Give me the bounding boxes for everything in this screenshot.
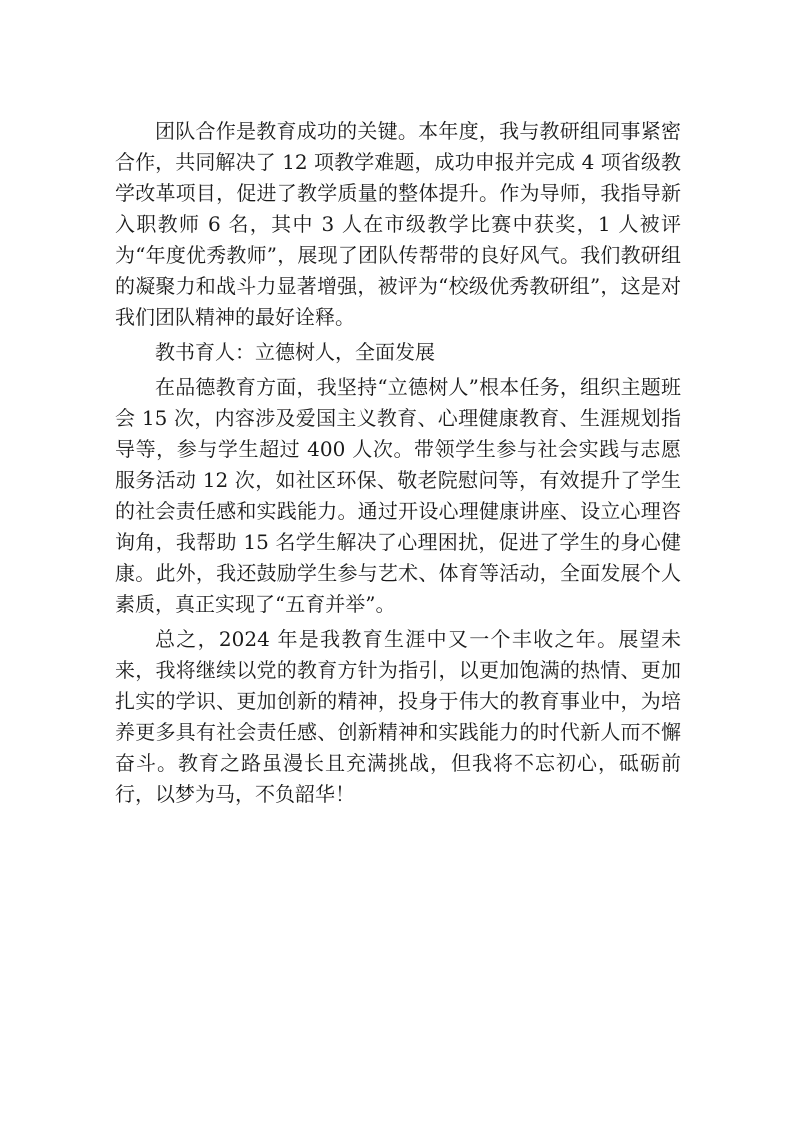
paragraph-teamwork: 团队合作是教育成功的关键。本年度，我与教研组同事紧密合作，共同解决了 12 项教学难题，成功申报并完成 4 项省级教学改革项目，促进了教学质量的整体提升。作为导师，我指导新入职教师 6 名，其中 3 人在市级教学比赛中获奖，1 人被评为“年度优秀教师”，展现了团队传帮带的良好风气。我们教研组的凝聚力和战斗力显著增强，被评为“校级优秀教研组”，这是对我们团队精神的最好诠释。	[115, 119, 681, 329]
section-heading-moral-education: 教书育人：立德树人，全面发展	[155, 340, 435, 364]
paragraph-moral-education: 在品德教育方面，我坚持“立德树人”根本任务，组织主题班会 15 次，内容涉及爱国主义教育、心理健康教育、生涯规划指导等，参与学生超过 400 人次。带领学生参与社会实践与志愿服务活动 12 次，如社区环保、敬老院慰问等，有效提升了学生的社会责任感和实践能力。通过开设心理健康讲座、设立心理咨询角，我帮助 15 名学生解决了心理困扰，促进了学生的身心健康。此外，我还鼓励学生参与艺术、体育等活动，全面发展个人素质，真正实现了“五育并举”。	[115, 375, 681, 616]
paragraph-conclusion: 总之，2024 年是我教育生涯中又一个丰收之年。展望未来，我将继续以党的教育方针为指引，以更加饱满的热情、更加扎实的学识、更加创新的精神，投身于伟大的教育事业中，为培养更多具有社会责任感、创新精神和实践能力的时代新人而不懈奋斗。教育之路虽漫长且充满挑战，但我将不忘初心，砥砺前行，以梦为马，不负韶华！	[115, 627, 681, 806]
document-page	[115, 116, 681, 810]
